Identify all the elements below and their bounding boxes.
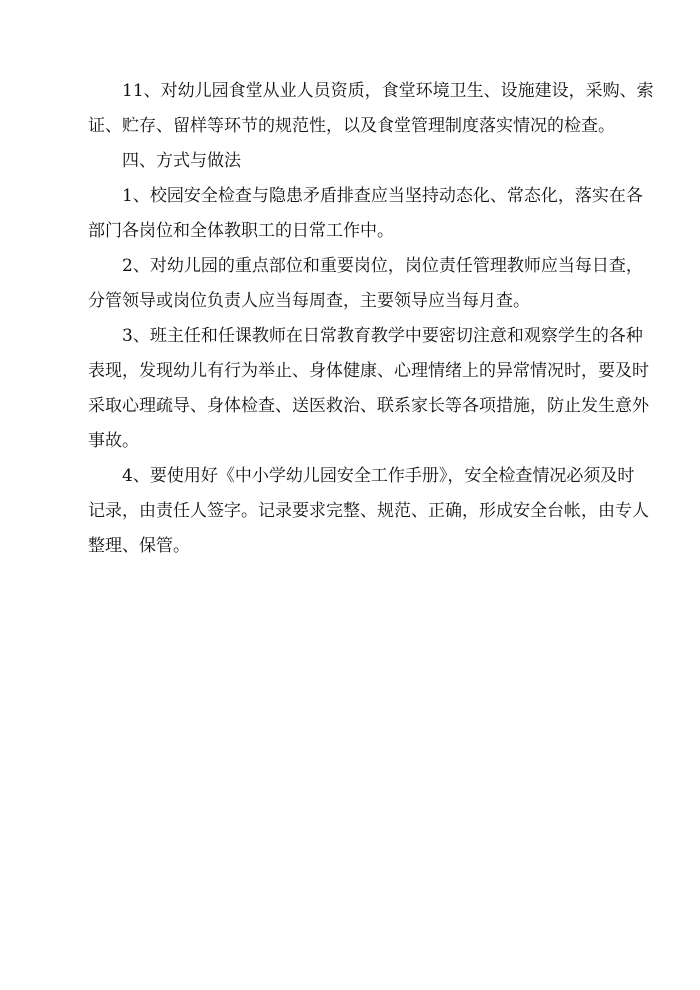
text-line: 事故。	[88, 431, 139, 451]
text-line: 1、校园安全检查与隐患矛盾排查应当坚持动态化、常态化，落实在各	[122, 186, 643, 206]
text-line: 证、贮存、留样等环节的规范性，以及食堂管理制度落实情况的检查。	[88, 116, 615, 136]
text-line: 11、对幼儿园食堂从业人员资质，食堂环境卫生、设施建设，采购、索	[122, 81, 654, 101]
paragraph-item-3	[88, 319, 649, 459]
paragraph-item-4	[88, 459, 649, 564]
text-line: 整理、保管。	[88, 536, 190, 556]
text-line: 部门各岗位和全体教职工的日常工作中。	[88, 221, 394, 241]
text-line: 表现，发现幼儿有行为举止、身体健康、心理情绪上的异常情况时，要及时	[88, 361, 649, 381]
paragraph-canteen-inspection	[88, 74, 654, 144]
section-heading-methods	[88, 144, 636, 179]
section-heading-text: 四、方式与做法	[122, 151, 241, 171]
paragraph-item-2	[88, 249, 643, 319]
text-line: 4、要使用好《中小学幼儿园安全工作手册》，安全检查情况必须及时	[122, 466, 635, 486]
document-body	[88, 74, 654, 564]
text-line: 记录，由责任人签字。记录要求完整、规范、正确，形成安全台帐，由专人	[88, 501, 649, 521]
paragraph-item-1	[88, 179, 643, 249]
text-line: 3、班主任和任课教师在日常教育教学中要密切注意和观察学生的各种	[122, 326, 643, 346]
text-line: 2、对幼儿园的重点部位和重要岗位，岗位责任管理教师应当每日查，	[122, 256, 643, 276]
text-line: 分管领导或岗位负责人应当每周查，主要领导应当每月查。	[88, 291, 530, 311]
text-line: 采取心理疏导、身体检查、送医救治、联系家长等各项措施，防止发生意外	[88, 396, 649, 416]
